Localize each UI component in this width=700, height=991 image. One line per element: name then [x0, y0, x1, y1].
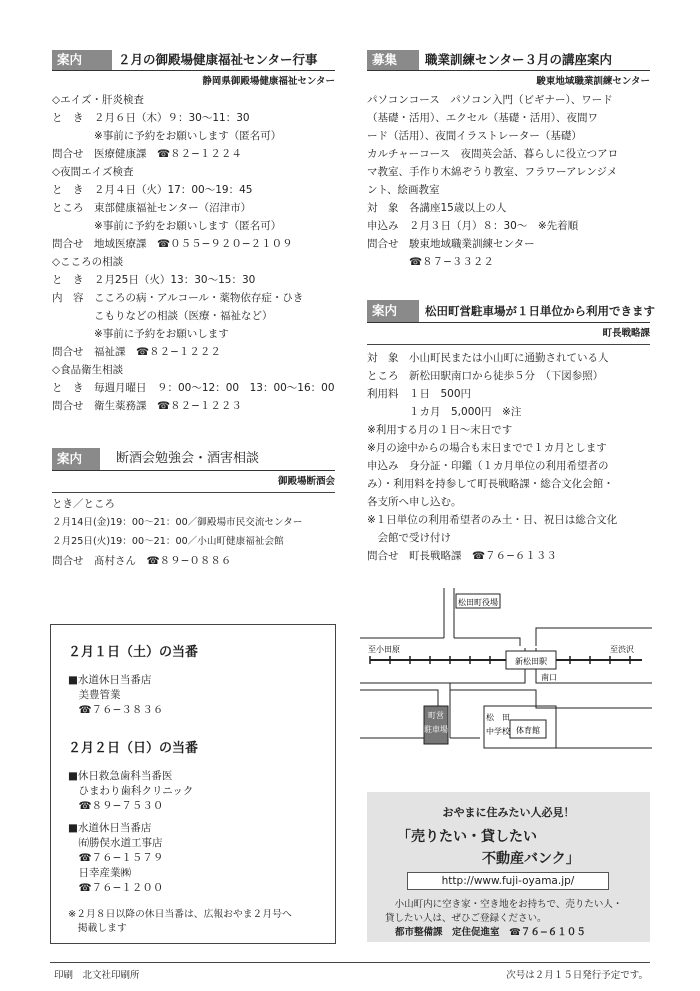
text-line: ところ 東部健康福祉センター（沼津市）: [52, 202, 252, 214]
text-line: ◇エイズ・肝炎検査: [52, 94, 144, 106]
holiday-duty-box: [50, 624, 336, 944]
text-line: 問合せ 地域医療課 ☎０５５−９２０−２１０９: [52, 238, 293, 250]
text-line: 問合せ 駿東地域職業訓練センター: [367, 238, 535, 250]
text-line: 内 容 こころの病・アルコール・薬物依存症・ひき: [52, 292, 304, 304]
text-line: （基礎・活用）、エクセル（基礎・活用）、夜間ワ: [367, 112, 598, 124]
footer-next-issue: 次号は２月１５日発行予定です。: [506, 970, 648, 981]
text-line: と き ２月６日（木）９：30〜11：30: [52, 112, 250, 124]
notice-sobriety: [52, 448, 335, 575]
map-label-school-2: 中学校: [486, 727, 510, 736]
duty-note: ※２月８日以降の休日当番は、広報おやま２月号へ: [68, 909, 292, 920]
duty-line: ■水道休日当番店: [68, 822, 152, 834]
ad-title-2: 不動産バンク」: [482, 851, 580, 867]
text-line: ※月の途中からの場合も末日までで１カ月とします: [367, 442, 607, 454]
text-line: ント、絵画教室: [367, 184, 440, 196]
notice-header: [52, 448, 335, 471]
footer-printer: 印刷 北文社印刷所: [54, 970, 140, 981]
text-line: ※１日単位の利用希望者のみ土・日、祝日は総合文化: [367, 514, 618, 526]
text-line: 各支所へ申し込む。: [367, 496, 462, 508]
notice-title: ２月の御殿場健康福祉センター行事: [118, 52, 318, 67]
text-line: ところ 新松田駅南口から徒歩５分 （下図参照）: [367, 370, 604, 382]
map-label-school-1: 松 田: [486, 713, 510, 722]
notice-parking: [367, 300, 655, 571]
text-line: 申込み ２月３日（月）８：30〜 ※先着順: [367, 220, 579, 232]
ad-contact: 都市整備課 定住促進室 ☎７６−６１０５: [395, 927, 586, 938]
notice-title: 断酒会勉強会・酒害相談: [116, 451, 260, 466]
text-line: 対 象 小山町民または小山町に通勤されている人: [367, 352, 609, 364]
text-line: ◇夜間エイズ検査: [52, 166, 134, 178]
notice-title: 職業訓練センター３月の講座案内: [425, 52, 613, 67]
text-line: ◇こころの相談: [52, 256, 124, 268]
map-label-town-hall: 松田町役場: [458, 598, 498, 607]
divider: [367, 344, 650, 345]
notice-body: [52, 91, 335, 411]
map-label-parking-1: 町営: [428, 711, 444, 720]
map-label-gym: 体育館: [516, 726, 540, 735]
duty-line: 美豊管業: [68, 689, 121, 701]
text-line: こもりなどの相談（医療・福祉など）: [52, 310, 273, 322]
text-line: カルチャーコース 夜間英会話、暮らしに役立つアロ: [367, 148, 619, 160]
category-tag: 募集: [367, 50, 419, 70]
notice-body: [52, 495, 335, 575]
duty-line: ☎７６−１２００: [68, 882, 164, 894]
text-line: ※事前に予約をお願いします（匿名可）: [52, 130, 282, 142]
duty-line: ㈲勝俣水道工事店: [68, 837, 163, 849]
text-line: 問合せ 町長戦略課 ☎７６−６１３３: [367, 550, 557, 562]
duty-line: ひまわり歯科クリニック: [68, 785, 194, 797]
duty-line: ☎８９−７５３０: [68, 800, 164, 812]
ad-text: 貸したい人は、ぜひご登録ください。: [385, 913, 547, 924]
map-label-parking-2: 駐車場: [424, 725, 448, 734]
category-tag: 案内: [367, 300, 419, 322]
ad-url[interactable]: http://www.fuji-oyama.jp/: [407, 872, 609, 890]
text-line: と き ２月25日（火）13：30〜15：30: [52, 274, 256, 286]
text-line: ※事前に予約をお願いします: [52, 328, 229, 340]
real-estate-bank-ad: [367, 792, 650, 942]
duty-line: ☎７６−１５７９: [68, 852, 164, 864]
text-line: マ教室、手作り木綿ぞうり教室、フラワーアレンジメ: [367, 166, 618, 178]
text-line: 利用料 １日 500円: [367, 388, 472, 400]
text-line: 問合せ 医療健康課 ☎８２−１２２４: [52, 148, 242, 160]
footer-rule: [50, 962, 650, 963]
notice-health-center: [52, 50, 335, 411]
duty-line: ■水道休日当番店: [68, 674, 152, 686]
duty-title-feb2: ２月２日（日）の当番: [68, 741, 199, 756]
map-label-south-exit: 南口: [541, 673, 557, 682]
ad-text: 小山町内に空き家・空き地をお持ちで、売りたい人・: [394, 899, 623, 910]
map-label-to-odawara: 至小田原: [368, 645, 400, 654]
text-line: ※事前に予約をお願いします（匿名可）: [52, 220, 282, 232]
text-line: とき／ところ: [52, 498, 115, 510]
notice-organization: 駿東地域職業訓練センター: [536, 76, 650, 87]
text-line: １カ月 5,000円 ※注: [367, 406, 522, 418]
duty-line: 日幸産業㈱: [68, 867, 131, 879]
text-line: 申込み 身分証・印鑑（１カ月単位の利用希望者の: [367, 460, 609, 472]
duty-line: ☎７６−３８３６: [68, 704, 164, 716]
ad-title-1: 「売りたい・貸したい: [397, 829, 537, 845]
text-line: 問合せ 髙村さん ☎８９−０８８６: [52, 555, 232, 567]
notice-vocational-training: [367, 50, 650, 275]
category-tag: 案内: [52, 50, 112, 70]
notice-body: [367, 351, 650, 571]
text-line: と き ２月４日（火）17：00〜19：45: [52, 184, 253, 196]
notice-title: 松田町営駐車場が１日単位から利用できます: [425, 304, 655, 318]
text-line: 問合せ 福祉課 ☎８２−１２２２: [52, 346, 221, 358]
text-line: 対 象 各講座15歳以上の人: [367, 202, 507, 214]
ad-heading: おやまに住みたい人必見！: [442, 806, 575, 819]
text-line: ２月14日(金)19：00〜21：00／御殿場市民交流センター: [52, 517, 303, 528]
text-line: パソコンコース パソコン入門（ビギナー）、ワード: [367, 94, 613, 106]
divider: [52, 492, 335, 493]
duty-line: ■休日救急歯科当番医: [68, 770, 173, 782]
text-line: ２月25日(火)19：00〜21：00／小山町健康福祉会館: [52, 536, 284, 547]
notice-organization: 静岡県御殿場健康福祉センター: [202, 76, 335, 87]
notice-header: [367, 50, 650, 71]
notice-header: [367, 300, 655, 323]
map-label-to-shibusawa: 至渋沢: [610, 645, 634, 654]
text-line: ※利用する月の１日〜末日です: [367, 424, 513, 436]
text-line: と き 毎週月曜日 ９：00〜12：00 13：00〜16：00: [52, 382, 335, 394]
map-label-station: 新松田駅: [515, 657, 547, 666]
notice-header: [52, 50, 335, 71]
parking-map: [360, 588, 652, 758]
text-line: 会館で受け付け: [367, 532, 451, 544]
text-line: み）・利用料を持参して町長戦略課・総合文化会館・: [367, 478, 614, 490]
text-line: ◇食品衛生相談: [52, 364, 124, 376]
notice-organization: 町長戦略課: [602, 328, 650, 339]
notice-body: [367, 91, 650, 275]
text-line: 問合せ 衛生薬務課 ☎８２−１２２３: [52, 400, 242, 412]
duty-note: 掲載します: [68, 923, 127, 934]
category-tag: 案内: [52, 448, 100, 470]
text-line: ☎８７−３３２２: [367, 256, 494, 268]
text-line: ード（活用）、夜間イラストレーター（基礎）: [367, 130, 582, 142]
duty-title-feb1: ２月１日（土）の当番: [68, 645, 199, 660]
notice-organization: 御殿場断酒会: [277, 476, 335, 487]
